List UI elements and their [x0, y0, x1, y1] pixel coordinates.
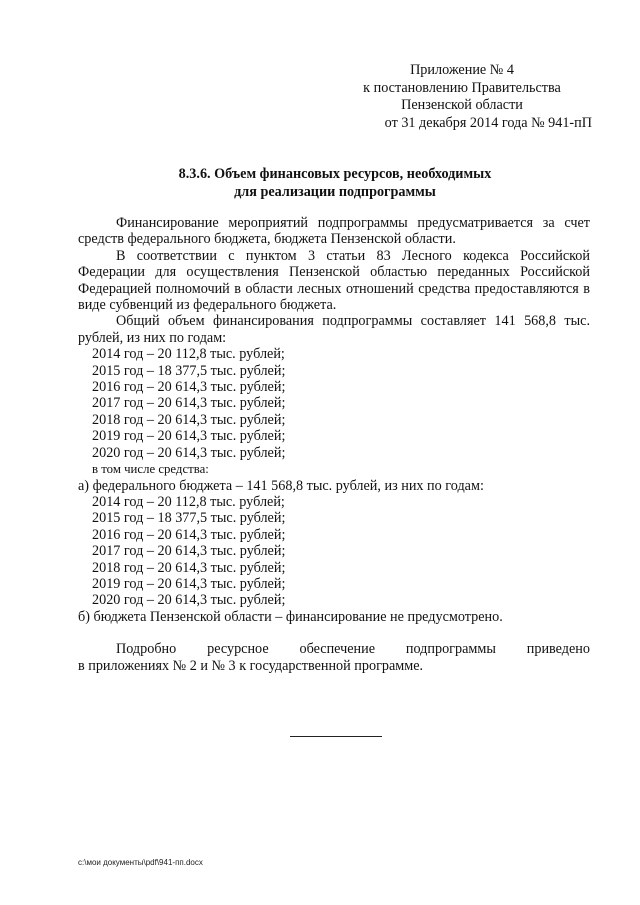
federal-by-year-list	[78, 494, 590, 609]
list-item: 2015 год – 18 377,5 тыс. рублей;	[92, 510, 286, 527]
closing-line-2: в приложениях № 2 и № 3 к государственной программе.	[78, 657, 424, 674]
list-item: 2017 год – 20 614,3 тыс. рублей;	[92, 543, 286, 560]
paragraph-forest-code: В соответствии с пунктом 3 статьи 83 Лесного кодекса Российской Федерации для осуществления Пензенской областью переданных Российской Федерацией полномочий в области лесных отношений средства предоставляются в виде субвенций из федерального бюджета.	[78, 247, 590, 314]
list-item: 2014 год – 20 112,8 тыс. рублей;	[92, 346, 285, 363]
signature-divider	[290, 736, 382, 737]
section-heading	[80, 166, 590, 201]
closing-word: Подробно	[116, 641, 177, 658]
appendix-region: Пензенской области	[401, 97, 523, 113]
list-item: 2015 год – 18 377,5 тыс. рублей;	[92, 362, 286, 379]
list-item: 2016 год – 20 614,3 тыс. рублей;	[92, 526, 286, 543]
closing-line-1	[78, 641, 590, 657]
regional-budget-line: б) бюджета Пензенской области – финансирование не предусмотрено.	[78, 608, 503, 625]
list-item: 2020 год – 20 614,3 тыс. рублей;	[92, 444, 286, 461]
list-item: 2019 год – 20 614,3 тыс. рублей;	[92, 575, 286, 592]
document-body	[78, 215, 590, 674]
total-by-year-list	[78, 346, 590, 461]
appendix-date: от 31 декабря 2014 года № 941-пП	[384, 114, 592, 131]
list-item: 2020 год – 20 614,3 тыс. рублей;	[92, 592, 286, 609]
closing-word: подпрограммы	[405, 641, 496, 658]
appendix-reference: к постановлению Правительства	[363, 79, 561, 96]
closing-word: обеспечение	[299, 641, 376, 658]
appendix-header	[332, 62, 592, 132]
footer-file-path: c:\мои документы\pdf\941-пп.docx	[78, 858, 203, 867]
list-item: 2018 год – 20 614,3 тыс. рублей;	[92, 411, 286, 428]
section-heading-line-1: 8.3.6. Объем финансовых ресурсов, необходимых	[178, 166, 492, 182]
list-item: 2018 год – 20 614,3 тыс. рублей;	[92, 559, 286, 576]
including-label: в том числе средства:	[92, 462, 209, 477]
list-item: 2014 год – 20 112,8 тыс. рублей;	[92, 493, 285, 510]
federal-budget-intro: а) федерального бюджета – 141 568,8 тыс. рублей, из них по годам:	[78, 477, 484, 494]
section-heading-line-2: для реализации подпрограммы	[234, 183, 436, 200]
paragraph-financing: Финансирование мероприятий подпрограммы предусматривается за счет средств федерального бюджета, бюджета Пензенской области.	[78, 215, 590, 248]
appendix-number: Приложение № 4	[410, 62, 514, 78]
paragraph-total: Общий объем финансирования подпрограммы составляет 141 568,8 тыс. рублей, из них по годам:	[78, 313, 590, 346]
spacer	[78, 625, 590, 641]
closing-word: ресурсное	[207, 641, 269, 658]
list-item: 2019 год – 20 614,3 тыс. рублей;	[92, 428, 286, 445]
closing-paragraph	[78, 641, 590, 674]
closing-word: приведено	[526, 641, 590, 658]
list-item: 2017 год – 20 614,3 тыс. рублей;	[92, 395, 286, 412]
list-item: 2016 год – 20 614,3 тыс. рублей;	[92, 379, 286, 396]
